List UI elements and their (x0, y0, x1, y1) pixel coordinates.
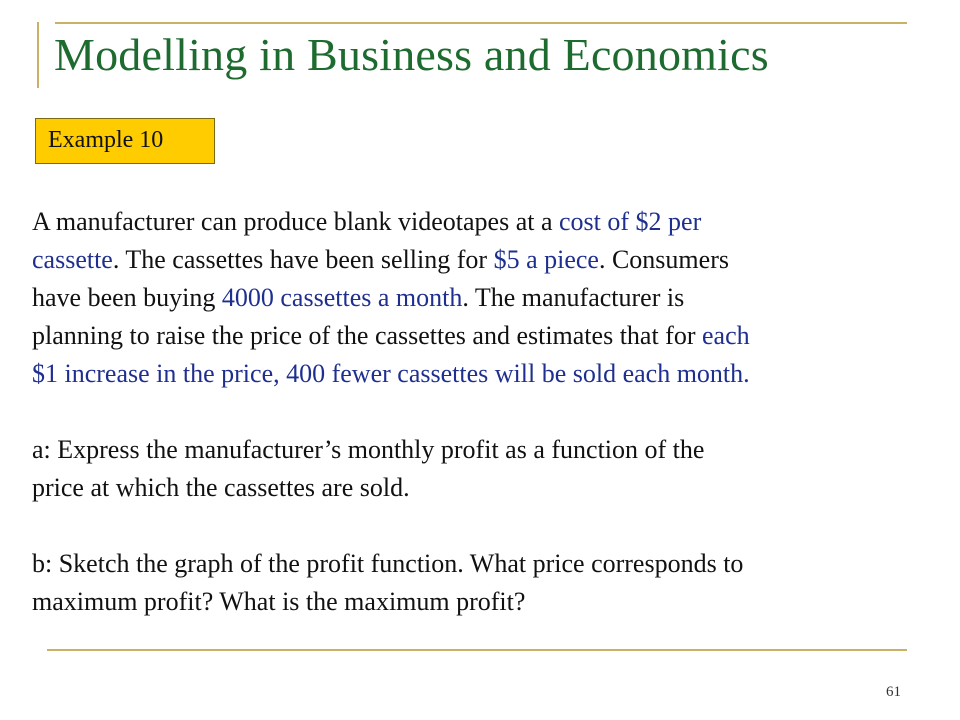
problem-text: . Consumers (598, 245, 729, 274)
problem-line-5: $1 increase in the price, 400 fewer cassettes will be sold each month. (32, 359, 750, 388)
problem-text: A manufacturer can produce blank videotapes at a (32, 207, 559, 236)
highlight-each: each (702, 321, 750, 350)
problem-line-1 (32, 203, 922, 241)
question-a-line-2: price at which the cassettes are sold. (32, 473, 410, 502)
example-label-box (35, 118, 215, 164)
problem-statement (32, 203, 922, 621)
question-b-line-1: b: Sketch the graph of the profit function. What price corresponds to (32, 549, 744, 578)
question-a-line-1: a: Express the manufacturer’s monthly profit as a function of the (32, 435, 705, 464)
highlight-cassette: cassette (32, 245, 113, 274)
problem-text: have been buying (32, 283, 222, 312)
highlight-quantity: 4000 cassettes a month (221, 283, 463, 312)
problem-line-3 (32, 279, 922, 317)
footer-rule (47, 649, 907, 651)
problem-line-4 (32, 317, 922, 355)
page-number: 61 (886, 684, 901, 700)
highlight-price: $5 a piece (493, 245, 599, 274)
slide-title: Modelling in Business and Economics (54, 29, 769, 80)
example-label: Example 10 (48, 127, 164, 153)
problem-text: . The cassettes have been selling for (112, 245, 494, 274)
blank-line (32, 507, 922, 545)
problem-text: . The manufacturer is (462, 283, 685, 312)
title-top-rule (55, 22, 907, 24)
title-vertical-rule (37, 22, 39, 88)
problem-line-2 (32, 241, 922, 279)
highlight-cost: cost of $2 per (559, 207, 702, 236)
problem-text: planning to raise the price of the cassettes and estimates that for (32, 321, 702, 350)
blank-line (32, 393, 922, 431)
question-b-line-2: maximum profit? What is the maximum profit? (32, 587, 526, 616)
